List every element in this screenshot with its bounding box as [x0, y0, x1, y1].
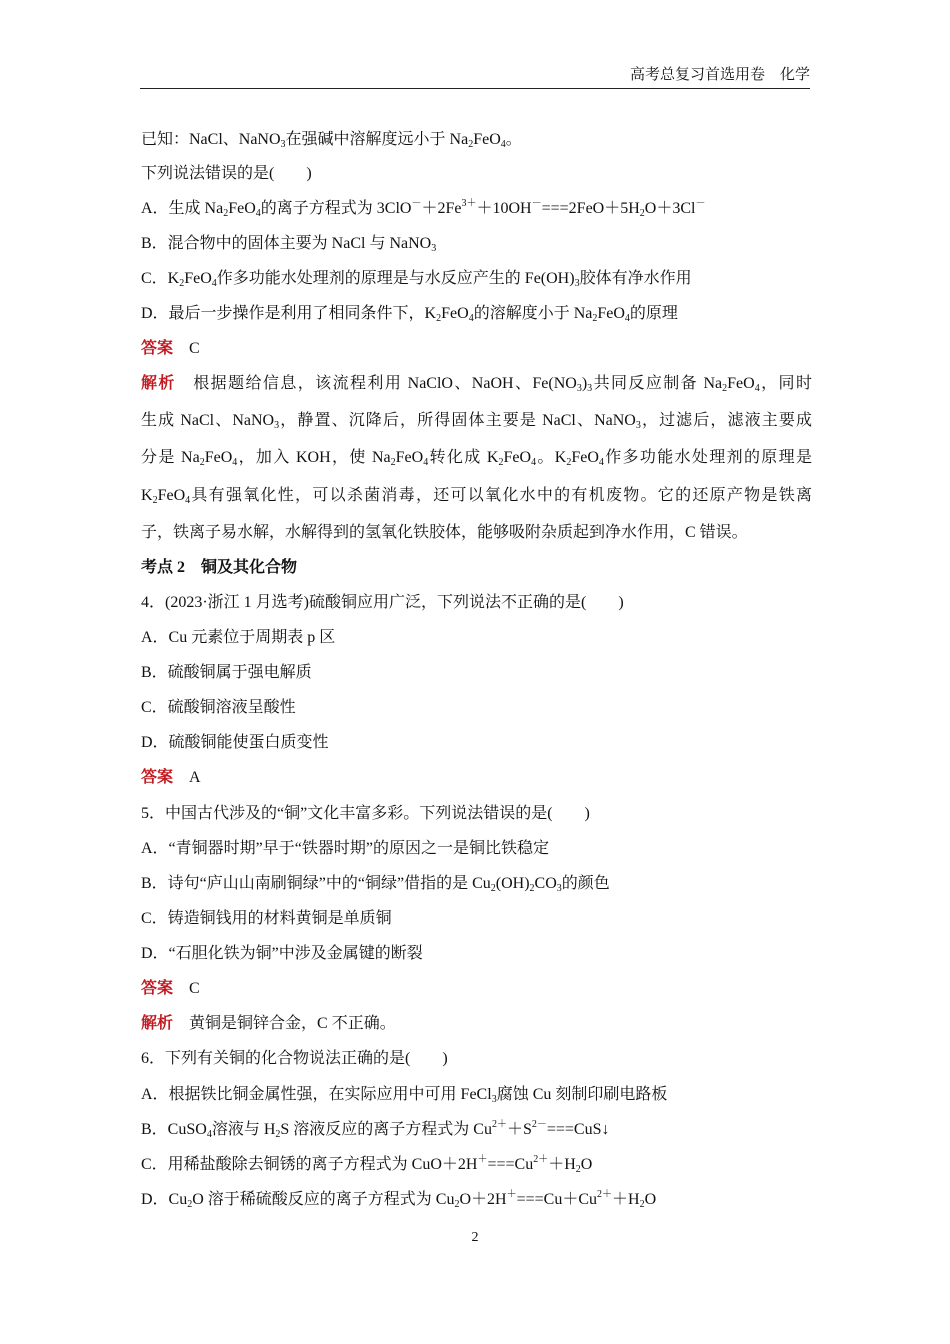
- page-header: [140, 62, 810, 89]
- analysis-line: $K_2FeO_4$具有强氧化性，可以杀菌消毒，还可以氧化水中的有机废物。它的还原产物是铁离: [141, 487, 812, 506]
- option-a: A．根据铁比铜金属性强，在实际应用中可用 FeCl$_3$腐蚀 Cu 刻制印刷电路板: [141, 1086, 668, 1105]
- analysis-line: 分是 $Na_2FeO_4$，加入 KOH，使 $Na_2FeO_4$转化成 $K_2FeO_4$。$K_2FeO_4$作多功能水处理剂的原理是: [141, 449, 812, 468]
- option-c: C．$K_2FeO_4$作多功能水处理剂的原理是与水反应产生的 $Fe(OH)_3$胶体有净水作用: [141, 270, 692, 289]
- answer-line: 答案 A: [141, 769, 201, 786]
- question-stem: 4．(2023·浙江 1 月选考)硫酸铜应用广泛，下列说法不正确的是( ): [141, 594, 624, 611]
- option-b: B．混合物中的固体主要为 NaCl 与 NaNO$_3$: [141, 235, 437, 254]
- analysis-line: 子，铁离子易水解，水解得到的氢氧化铁胶体，能够吸附杂质起到净水作用，C 错误。: [141, 524, 748, 541]
- analysis-line: 解析 根据题给信息，该流程利用 NaClO、NaOH、$Fe(NO_3)_3$共同反应制备 $Na_2FeO_4$，同时: [141, 375, 812, 394]
- analysis-line: 生成 NaCl、NaNO$_3$，静置、沉降后，所得固体主要是 NaCl、NaNO$_3$，过滤后，滤液主要成: [141, 412, 812, 431]
- option-d: D．硫酸铜能使蛋白质变性: [141, 734, 329, 751]
- answer-line: 答案 C: [141, 980, 200, 997]
- option-b: B．CuSO$_4$溶液与 $H_2S$ 溶液反应的离子方程式为 $Cu^{2+}+S^{2-}===CuS↓$: [141, 1119, 610, 1140]
- option-c: C．用稀盐酸除去铜锈的离子方程式为 $CuO+2H^+===Cu^{2+}+H_2O$: [141, 1154, 593, 1175]
- text-line: 已知：NaCl、NaNO$_3$在强碱中溶解度远小于 $Na_2FeO_4$。: [141, 131, 522, 150]
- page-number: 2: [471, 1230, 479, 1245]
- option-d: D．“石胆化铁为铜”中涉及金属键的断裂: [141, 945, 423, 962]
- option-d: D．$Cu_2O$ 溶于稀硫酸反应的离子方程式为 $Cu_2O+2H^+===Cu+Cu^{2+}+H_2O$: [141, 1189, 657, 1210]
- section-heading: 考点 2 铜及其化合物: [141, 559, 298, 576]
- option-c: C．铸造铜钱用的材料黄铜是单质铜: [141, 910, 392, 927]
- option-b: B．硫酸铜属于强电解质: [141, 664, 312, 681]
- question-stem: 5．中国古代涉及的“铜”文化丰富多彩。下列说法错误的是( ): [141, 805, 590, 822]
- option-b: B．诗句“庐山山南刷铜绿”中的“铜绿”借指的是 $Cu_2(OH)_2CO_3$的颜色: [141, 875, 610, 894]
- question-stem: 6．下列有关铜的化合物说法正确的是( ): [141, 1050, 448, 1067]
- option-c: C．硫酸铜溶液呈酸性: [141, 699, 296, 716]
- option-a: A．Cu 元素位于周期表 p 区: [141, 629, 336, 646]
- question-stem: 下列说法错误的是( ): [141, 165, 312, 182]
- option-a: A．“青铜器时期”早于“铁器时期”的原因之一是铜比铁稳定: [141, 840, 549, 857]
- header-title: 高考总复习首选用卷 化学: [629, 67, 810, 83]
- analysis-line: 解析 黄铜是铜锌合金，C 不正确。: [141, 1015, 396, 1032]
- option-a: A．生成 $Na_2FeO_4$的离子方程式为 $3ClO^-+2Fe^{3+}+10OH^-===2FeO+5H_2O+3Cl^-$: [141, 198, 706, 219]
- answer-line: 答案 C: [141, 340, 200, 357]
- option-d: D．最后一步操作是利用了相同条件下，$K_2FeO_4$的溶解度小于 $Na_2FeO_4$的原理: [141, 305, 678, 324]
